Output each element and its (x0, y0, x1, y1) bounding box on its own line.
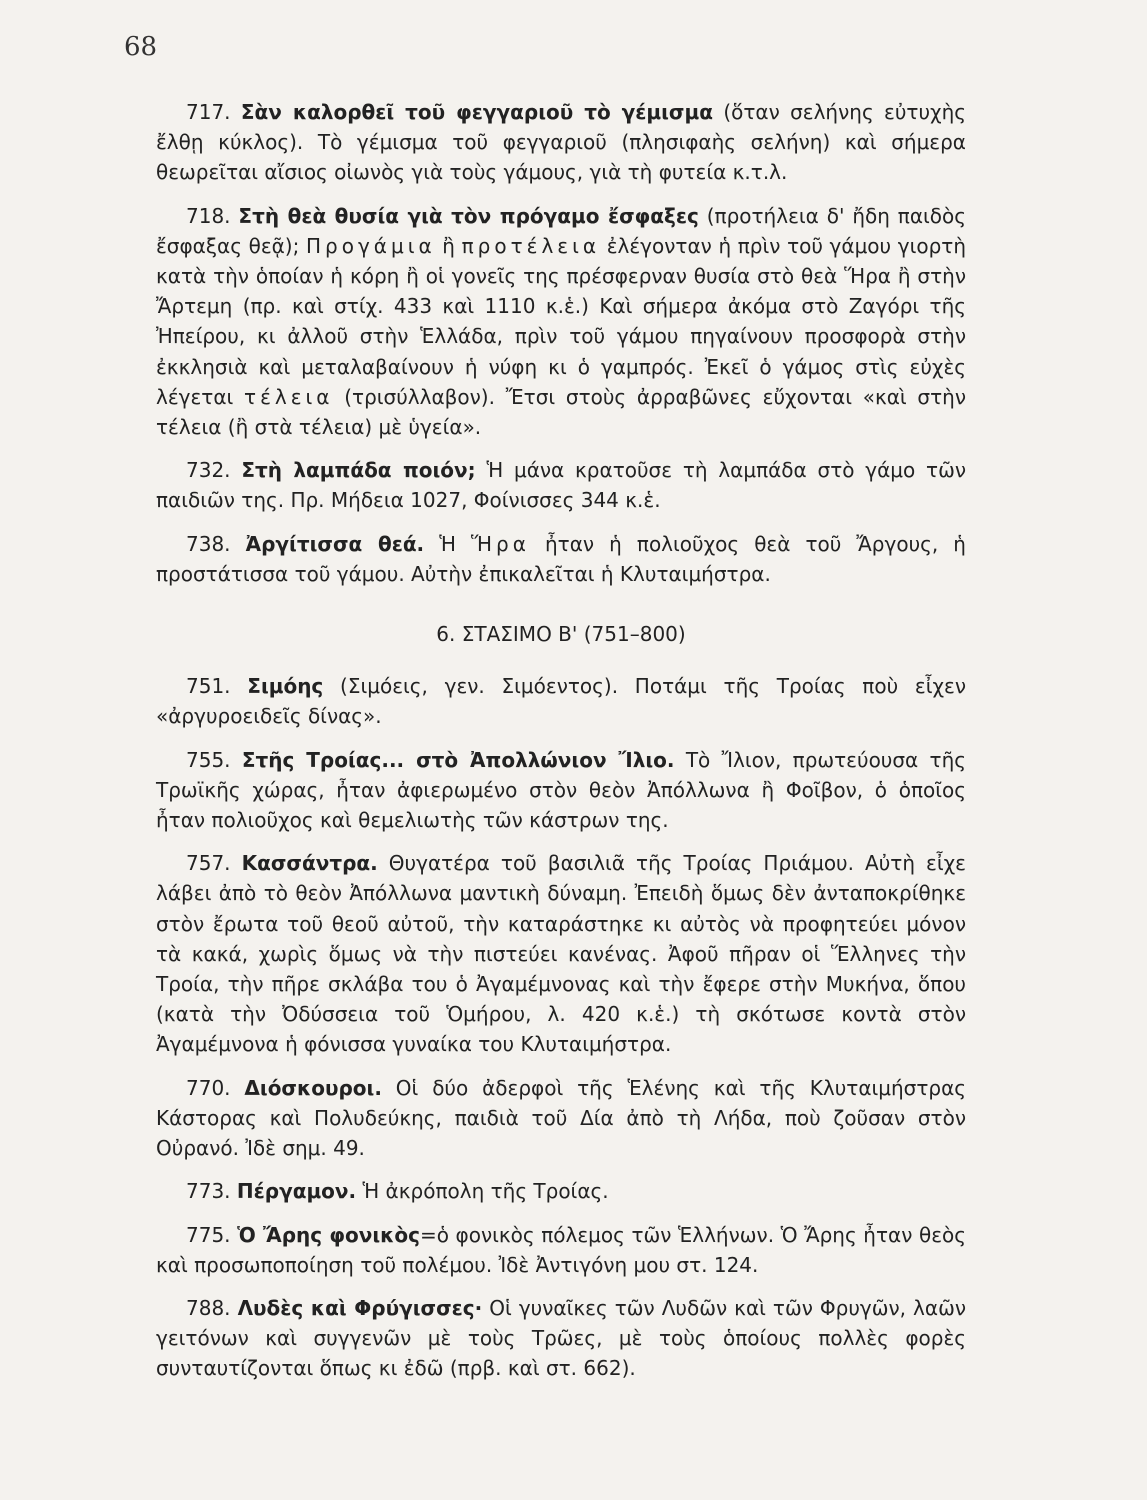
note-body: (προτήλεια δ' ἤδη παιδὸς ἔσφαξας θεᾷ); (156, 203, 967, 258)
note-body: Ἡ (424, 531, 472, 556)
note-term: Σιμόης (247, 674, 324, 699)
note-number: 751. (186, 674, 231, 699)
note-term: Στὴ λαμπάδα ποιόν; (241, 458, 476, 483)
note-body: (τρισύλλαβον). Ἔτσι στοὺς ἀρραβῶνες εὔχονται «καὶ στὴν τέλεια (ἢ στὰ τέλεια) μὲ ὑγεία». (156, 384, 966, 440)
note-number: 755. (186, 747, 231, 772)
section-title: 6. ΣΤΑΣΙΜΟ Β' (751–800) (436, 622, 686, 647)
note-757 (156, 848, 966, 1059)
note-term: Στῆς Τροίας... στὸ Ἀπολλώνιον Ἴλιο. (241, 747, 675, 772)
note-body: (ὅταν σελήνης εὐτυχὴς ἔλθῃ κύκλος). Τὸ γέμισμα τοῦ φεγγαριοῦ (πλησιφαὴς σελήνη) καὶ σήμερα θεωρεῖται αἴσιος οἰωνὸς γιὰ τοὺς γάμους, γιὰ τὴ φυτεία κ.τ.λ. (156, 100, 967, 185)
note-number: 775. (186, 1222, 231, 1247)
note-number: 732. (186, 458, 231, 483)
spaced-term: Προγάμια (306, 233, 436, 258)
note-body: Θυγατέρα τοῦ βασιλιᾶ τῆς Τροίας Πριάμου. Αὐτὴ εἶχε λάβει ἀπὸ τὸ θεὸν Ἀπόλλωνα μαντικὴ δύναμη. Ἐπειδὴ ὅμως δὲν ἀνταποκρίθηκε στὸν ἔρωτα τοῦ θεοῦ αὐτοῦ, τὴν καταράστηκε κι αὐτὸς νὰ προφητεύει μόνον τὰ κακά, χωρὶς ὅμως νὰ τὴν πιστεύει κανένας. Ἀφοῦ πῆραν οἱ Ἕλληνες τὴν Τροία, τὴν πῆρε σκλάβα του ὁ Ἀγαμέμνονας καὶ τὴν ἔφερε στὴν Μυκήνα, ὅπου (κατὰ τὴν Ὀδύσσεια τοῦ Ὁμήρου, λ. 420 κ.ἑ.) τὴ σκότωσε κοντὰ στὸν Ἀγαμέμνονα ἡ φόνισσα γυναίκα του Κλυταιμήστρα. (156, 851, 966, 1057)
note-770 (156, 1073, 966, 1164)
note-number: 788. (186, 1295, 231, 1320)
note-body: ἦταν ἡ πολιοῦχος θεὰ τοῦ Ἄργους, ἡ προστάτισσα τοῦ γάμου. Αὐτὴν ἐπικαλεῖται ἡ Κλυταιμήστρα. (156, 531, 966, 586)
note-term: Σὰν καλορθεῖ τοῦ φεγγαριοῦ τὸ γέμισμα (240, 100, 713, 124)
note-number: 773. (186, 1179, 231, 1204)
note-body: Ἡ μάνα κρατοῦσε τὴ λαμπάδα στὸ γάμο τῶν παιδιῶν της. Πρ. Μήδεια 1027, Φοίνισσες 344 κ.ἑ. (156, 458, 966, 513)
note-body: Ἡ ἀκρόπολη τῆς Τροίας. (356, 1179, 609, 1204)
spaced-term: προτέλεια (461, 233, 601, 258)
note-term: Κασσάντρα. (241, 851, 378, 876)
note-number: 718. (186, 203, 231, 228)
note-718 (156, 201, 966, 443)
note-body: Οἱ δύο ἀδερφοὶ τῆς Ἑλένης καὶ τῆς Κλυταιμήστρας Κάστορας καὶ Πολυδεύκης, παιδιὰ τοῦ Δία ἀπὸ τὴ Λήδα, ποὺ ζοῦσαν στὸν Οὐρανό. Ἰδὲ σημ. 49. (156, 1075, 967, 1161)
note-number: 717. (186, 100, 231, 124)
note-number: 738. (186, 531, 231, 556)
note-body: ἢ (435, 233, 462, 258)
note-775 (156, 1220, 966, 1280)
note-term: Ἀργίτισσα θεά. (245, 531, 425, 556)
note-number: 770. (186, 1075, 231, 1100)
note-body: =ὁ φονικὸς πόλεμος τῶν Ἑλλήνων. Ὁ Ἄρης ἦταν θεὸς καὶ προσωποποίηση τοῦ πολέμου. Ἰδὲ Ἀντιγόνη μου στ. 124. (156, 1222, 967, 1277)
spaced-term: τέλεια (244, 384, 334, 409)
note-788 (156, 1293, 966, 1384)
note-body: Τὸ Ἴλιον, πρωτεύουσα τῆς Τρωϊκῆς χώρας, ἦταν ἀφιερωμένο στὸν θεὸν Ἀπόλλωνα ἢ Φοῖβον, ὁ ὁποῖος ἦταν πολιοῦχος καὶ θεμελιωτὴς τῶν κάστρων της. (156, 747, 966, 833)
note-term: Λυδὲς καὶ Φρύγισσες· (237, 1295, 483, 1320)
note-term: Στὴ θεὰ θυσία γιὰ τὸν πρόγαμο ἔσφαξες (238, 203, 699, 228)
note-732 (156, 455, 966, 515)
note-term: Πέργαμον. (236, 1179, 357, 1204)
note-number: 757. (186, 851, 231, 876)
note-term: Διόσκουροι. (244, 1075, 382, 1100)
note-body: Οἱ γυναῖκες τῶν Λυδῶν καὶ τῶν Φρυγῶν, λαῶν γειτόνων καὶ συγγενῶν μὲ τοὺς Τρῶες, μὲ τοὺς ὁποίους πολλὲς φορὲς συνταυτίζονται ὅπως κι ἐδῶ (πρβ. καὶ στ. 662). (156, 1295, 966, 1381)
spaced-term: Ἥρα (471, 531, 530, 556)
note-751 (156, 671, 966, 731)
note-term: Ὁ Ἄρης φονικὸς (237, 1222, 420, 1247)
note-717 (156, 97, 966, 188)
note-738 (156, 529, 966, 589)
note-755 (156, 745, 966, 836)
note-body: ἐλέγονταν ἡ πρὶν τοῦ γάμου γιορτὴ κατὰ τὴν ὁποίαν ἡ κόρη ἢ οἱ γονεῖς της πρέσφερναν θυσία στὸ θεὰ Ἥρα ἢ στὴν Ἄρτεμη (πρ. καὶ στίχ. 433 καὶ 1110 κ.ἑ.) Καὶ σήμερα ἀκόμα στὸ Ζαγόρι τῆς Ἠπείρου, κι ἀλλοῦ στὴν Ἑλλάδα, πρὶν τοῦ γάμου πηγαίνουν προσφορὰ στὴν ἐκκλησιὰ καὶ μεταλαβαίνουν ἡ νύφη κι ὁ γαμπρός. Ἐκεῖ ὁ γάμος στὶς εὐχὲς λέγεται (156, 233, 967, 409)
note-body: (Σιμόεις, γεν. Σιμόεντος). Ποτάμι τῆς Τροίας ποὺ εἶχεν «ἀργυροειδεῖς δίνας». (156, 674, 967, 729)
page-number: 68 (124, 32, 158, 62)
commentary-text (156, 97, 966, 1397)
note-773 (156, 1176, 966, 1206)
